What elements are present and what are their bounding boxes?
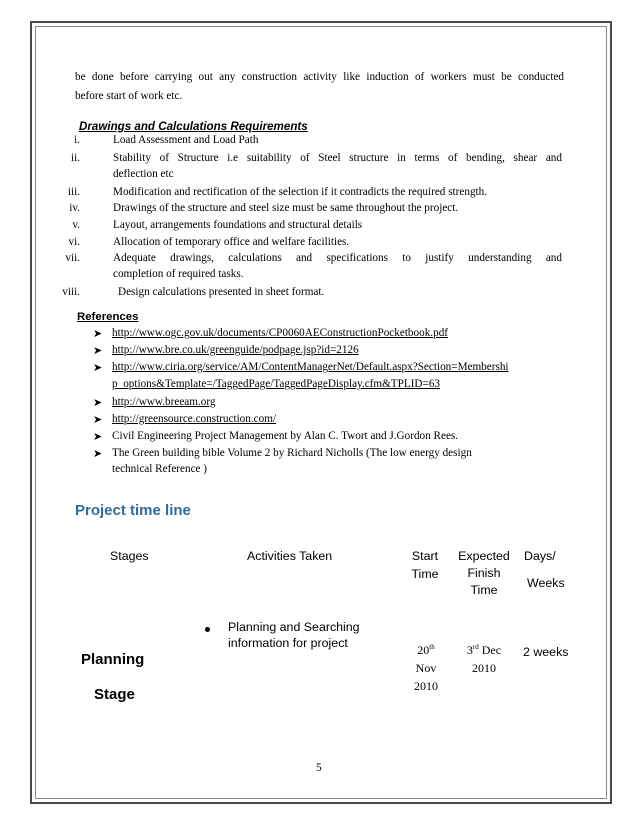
stage-name-line-2: Stage xyxy=(94,686,135,703)
start-day-number: 20 xyxy=(417,643,430,657)
header-activities: Activities Taken xyxy=(247,549,333,563)
finish-month: Dec xyxy=(481,643,502,657)
list-number: i. xyxy=(74,134,80,146)
finish-date-year: 2010 xyxy=(472,661,496,675)
header-finish-line-1: Expected xyxy=(458,549,510,563)
drawings-heading: Drawings and Calculations Requirements xyxy=(79,120,308,133)
reference-link[interactable]: http://www.ciria.org/service/AM/ContentManagerNet/Default.aspx?Section=Membershi xyxy=(112,361,509,373)
list-number: vii. xyxy=(65,252,80,264)
header-finish-line-3: Time xyxy=(470,583,498,597)
reference-link-continued[interactable]: p_options&Template=/TaggedPage/TaggedPageDisplay.cfm&TPLID=63 xyxy=(112,378,441,390)
header-days-line-1: Days/ xyxy=(524,549,556,563)
intro-line-2: before start of work etc. xyxy=(75,90,183,102)
finish-date-day xyxy=(452,643,516,658)
list-number: viii. xyxy=(62,286,80,298)
header-finish-line-2: Finish xyxy=(467,566,501,580)
reference-text: The Green building bible Volume 2 by Richard Nicholls (The low energy design xyxy=(112,447,472,459)
list-number: v. xyxy=(72,219,80,231)
arrow-bullet-icon: ➤ xyxy=(93,396,103,409)
header-start-line-1: Start xyxy=(411,549,439,563)
list-number: vi. xyxy=(68,236,80,248)
timeline-title: Project time line xyxy=(75,502,191,519)
reference-link[interactable]: http://www.bre.co.uk/greenguide/podpage.jsp?id=2126 xyxy=(112,344,359,356)
list-item-continued: completion of required tasks. xyxy=(113,268,244,280)
start-date-month: Nov xyxy=(415,661,437,675)
finish-day-number: 3 xyxy=(466,643,473,657)
arrow-bullet-icon: ➤ xyxy=(93,344,103,357)
list-number: ii. xyxy=(70,152,80,164)
references-heading: References xyxy=(77,311,139,323)
list-item: Design calculations presented in sheet format. xyxy=(118,286,325,298)
arrow-bullet-icon: ➤ xyxy=(93,447,103,460)
list-item: Layout, arrangements foundations and structural details xyxy=(113,219,363,231)
list-number: iii. xyxy=(67,186,80,198)
list-item: Allocation of temporary office and welfare facilities. xyxy=(113,236,350,248)
activity-line-2: information for project xyxy=(228,636,348,650)
list-item: Modification and rectification of the selection if it contradicts the required strength. xyxy=(113,186,488,198)
reference-text: Civil Engineering Project Management by Alan C. Twort and J.Gordon Rees. xyxy=(112,430,459,442)
header-start-line-2: Time xyxy=(411,567,439,581)
list-item: Drawings of the structure and steel size must be same throughout the project. xyxy=(113,202,459,214)
arrow-bullet-icon: ➤ xyxy=(93,413,103,426)
start-day-suffix: th xyxy=(429,643,435,651)
reference-link[interactable]: http://greensource.construction.com/ xyxy=(112,413,277,425)
activity-line-1: Planning and Searching xyxy=(228,620,360,634)
bullet-icon xyxy=(205,627,210,632)
reference-link[interactable]: http://www.ogc.gov.uk/documents/CP0060AEConstructionPocketbook.pdf xyxy=(112,327,449,339)
duration: 2 weeks xyxy=(523,645,569,659)
finish-day-suffix: rd xyxy=(472,643,479,651)
header-days-line-2: Weeks xyxy=(527,576,565,590)
header-stages: Stages xyxy=(110,549,149,563)
list-item-continued: deflection etc xyxy=(113,168,174,180)
list-item: Adequate drawings, calculations and specifications to justify understanding and xyxy=(113,252,562,264)
reference-link[interactable]: http://www.breeam.org xyxy=(112,396,216,408)
arrow-bullet-icon: ➤ xyxy=(93,361,103,374)
start-date-day xyxy=(396,643,456,658)
list-item: Load Assessment and Load Path xyxy=(113,134,259,146)
list-item: Stability of Structure i.e suitability of Steel structure in terms of bending, shear and xyxy=(113,152,562,164)
stage-name-line-1: Planning xyxy=(81,651,145,668)
start-date-year: 2010 xyxy=(414,679,438,693)
reference-text-continued: technical Reference ) xyxy=(112,463,208,475)
page-number: 5 xyxy=(316,762,322,774)
arrow-bullet-icon: ➤ xyxy=(93,430,103,443)
intro-line-1: be done before carrying out any construction activity like induction of workers must be conducted xyxy=(75,71,564,83)
list-number: iv. xyxy=(69,202,80,214)
arrow-bullet-icon: ➤ xyxy=(93,327,103,340)
